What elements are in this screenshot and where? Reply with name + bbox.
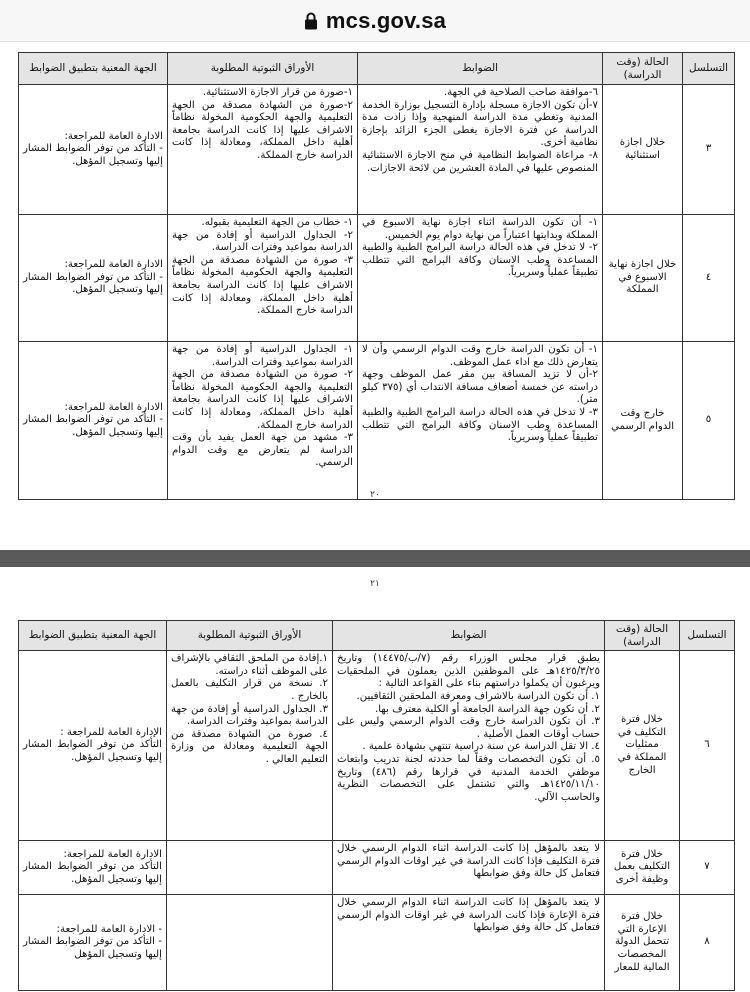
- document-line: ٣. الجداول الدراسية أو إفادة من جهة الدراسة بمواعيد وفترات الدراسة.: [171, 703, 328, 728]
- authority-line: - التأكد من توفر الضوابط المشار إليها وتسجيل المؤهل.: [23, 271, 163, 296]
- rule-line: لا يتعد بالمؤهل إذا كانت الدراسة اثناء الدوام الرسمي خلال فترة الإعارة فإذا كانت الدراسة في غير اوقات الدوام الرسمي فتعامل كل حالة وفق ضوابطها: [337, 897, 600, 934]
- table-row: [19, 342, 735, 500]
- row-documents: [167, 651, 333, 841]
- rule-line: ٨- مراعاة الضوابط النظامية في منح الاجازة الاستثنائية المنصوص عليها في المادة العشرين من لائحة الاجازات.: [362, 149, 598, 174]
- document-line: ٢- صورة من الشهادة مصدقة من الجهة التعليمية والجهة الحكومية المخولة نظاماً الاشراف عليها إذا كانت الدراسة بجامعة أهلية داخل المملكة، ومعادلة إذا كانت الدراسة خارج المملكة.: [172, 369, 353, 431]
- row-serial: ٨: [680, 895, 735, 991]
- rule-line: لا يتعد بالمؤهل إذا كانت الدراسة اثناء الدوام الرسمي خلال فترة التكليف فإذا كانت الدراسة في غير اوقات الدوام الرسمي فتعامل كل حالة وفق ضوابطها: [337, 843, 600, 880]
- row-documents: [168, 342, 358, 500]
- row-rules: [333, 841, 605, 895]
- row-documents: [168, 85, 358, 215]
- table-row: [19, 841, 735, 895]
- rule-line: ١- أن تكون الدراسة خارج وقت الدوام الرسمي وأن لا يتعارض ذلك مع اداء عمل الموظف.: [362, 344, 598, 368]
- authority-line: - التأكد من توفر الضوابط المشار إليها وتسجيل المؤهل.: [23, 143, 163, 167]
- rule-line: ٢-أن لا تزيد المسافة بين مقر عمل الموظف وجهة دراسته عن خمسة أضعاف مسافة الانتداب أي (٣٧٥ كيلو متر).: [362, 369, 598, 406]
- row-serial: ٧: [680, 841, 735, 895]
- rule-line: ٢- لا تدخل في هذه الحالة دراسة البرامج الطبية والطبية المساعدة وطب الاسنان وكافة البرامج التي تتطلب تطبيقاً عملياً وسريرياً.: [362, 242, 598, 279]
- rule-line: ٤. الا تقل الدراسة عن سنة دراسية تنتهي بشهادة علمية .: [362, 741, 600, 753]
- row-authority: [19, 841, 167, 895]
- page-separator: [0, 550, 750, 567]
- row-documents: [167, 841, 333, 895]
- page-number: ٢١: [370, 579, 380, 589]
- header-rules: الضوابط: [333, 621, 605, 651]
- row-authority: [19, 85, 168, 215]
- row-serial: ٤: [683, 215, 735, 342]
- header-serial: التسلسل: [680, 621, 735, 651]
- document-line: ٣- صورة من الشهادة مصدقة من الجهة التعليمية والجهة الحكومية المخولة نظاماً الاشراف عليها إذا كانت الدراسة بجامعة أهلية داخل المملكة، ومعادلة إذا كانت الدراسة خارج المملكة.: [172, 254, 353, 317]
- row-rules: [358, 85, 603, 215]
- site-domain: mcs.gov.sa: [325, 7, 447, 33]
- authority-line: الادارة العامة للمراجعة:: [64, 401, 163, 413]
- header-serial: التسلسل: [683, 53, 735, 85]
- row-documents: [167, 895, 333, 991]
- row-rules: [358, 215, 603, 342]
- header-documents: الأوراق الثبوتية المطلوبة: [168, 53, 358, 85]
- browser-address-bar[interactable]: [0, 0, 750, 42]
- lock-icon: [304, 12, 318, 30]
- row-documents: [168, 215, 358, 342]
- row-authority: [19, 651, 167, 841]
- rules-table-top: [18, 52, 735, 500]
- document-page-bottom: [0, 567, 750, 992]
- document-line: ٢. نسخة من قرار التكليف بالعمل بالخارج .: [171, 678, 328, 702]
- row-authority: [19, 895, 167, 991]
- authority-line: الادارة العامة للمراجعة:: [64, 259, 163, 271]
- row-rules: [333, 651, 605, 841]
- rule-line: ٧-أن تكون الاجازة مسجلة بإدارة التسجيل بوزارة الخدمة المدنية وتغطي مدة الدراسة المنهجية وإذا زادت مدة الدراسة عن فترة الاجازة يغطى الجزء الزائد بإجازة نظامية أخرى.: [362, 99, 598, 149]
- document-line: ٤. صورة من الشهادة مصدقة من الجهة التعليمية ومعادلة من وزارة التعليم العالي .: [171, 728, 328, 765]
- row-serial: ٣: [683, 85, 735, 215]
- authority-line: - التأكد من توفر الضوابط المشار إليها وتسجيل المؤهل: [23, 936, 162, 960]
- row-case: خلال اجازة استثنائية: [603, 85, 683, 215]
- table-row: [19, 651, 735, 841]
- row-serial: ٦: [680, 651, 735, 841]
- rule-line: ١. أن تكون الدراسة بالاشراف ومعرفة الملحقين الثقافيين.: [356, 690, 600, 702]
- header-case: الحالة (وقت الدراسة): [603, 53, 683, 85]
- header-rules: الضوابط: [358, 53, 603, 85]
- rule-line: ٦-موافقة صاحب الصلاحية في الجهة.: [443, 87, 598, 98]
- document-line: ١- خطاب من الجهة التعليمية بقبوله.: [201, 217, 353, 228]
- header-documents: الأوراق الثبوتية المطلوبة: [167, 621, 333, 651]
- header-authority: الجهة المعنية بتطبيق الضوابط: [19, 53, 168, 85]
- authority-line: التأكد من توفر الضوابط المشار إليها وتسجيل المؤهل.: [23, 739, 162, 763]
- document-line: ١-صورة من قرار الاجازة الاستثنائية.: [202, 87, 353, 98]
- table-row: [19, 215, 735, 342]
- row-serial: ٥: [683, 342, 735, 500]
- header-case: الحالة (وقت الدراسة): [605, 621, 680, 651]
- row-rules: [358, 342, 603, 500]
- rule-line: ٣- لا تدخل في هذه الحالة دراسة البرامج الطبية والطبية المساعدة وطب الاسنان وكافة البرامج التي تتطلب تطبيقاً عملياً وسريرياً.: [362, 406, 598, 444]
- row-case: خلال اجازة نهاية الاسبوع في المملكة: [603, 215, 683, 342]
- document-page-top: [0, 42, 750, 550]
- rule-line: ٣. أن تكون الدراسة خارج وقت الدوام الرسمي وليس على حساب أوقات العمل الأصلية .: [337, 716, 600, 740]
- rule-line: ٢. أن تكون جهة الدراسة الجامعة أو الكلية معترف بها.: [374, 703, 600, 715]
- header-authority: الجهة المعنية بتطبيق الضوابط: [19, 621, 167, 651]
- rules-table-bottom: [18, 620, 735, 991]
- document-line: ١- الجداول الدراسية أو إفادة من جهة الدراسة بمواعيد وفترات الدراسة.: [172, 344, 353, 368]
- row-authority: [19, 215, 168, 342]
- row-rules: [333, 895, 605, 991]
- rule-line: ١- أن تكون الدراسة اثناء اجازة نهاية الاسبوع في المملكة وبدايتها اعتباراً من نهاية دوام يوم الخميس.: [362, 217, 598, 241]
- rule-line: يطبق قرار مجلس الوزراء رقم (٧/ب/١٤٤٧٥) وتاريخ ١٤٢٥/٣/٢٥هـ على الموظفين الذين يعملون في الملحقيات ويرغبون أن يكملوا دراستهم بناء على القواعد التالية :: [337, 653, 600, 690]
- table-row: [19, 85, 735, 215]
- authority-line: الادارة العامة للمراجعة:: [63, 848, 162, 860]
- row-case: خلال فترة الإعارة التي تتحمل الدولة المخصصات المالية للمعار: [605, 895, 680, 991]
- row-case: خلال فترة التكليف بعمل وظيفة أخرى: [605, 841, 680, 895]
- row-case: خارج وقت الدوام الرسمي: [603, 342, 683, 500]
- document-line: ٢-صورة من الشهادة مصدقة من الجهة التعليمية والجهة الحكومية المخولة نظاماً الاشراف عليها إذا كانت الدراسة بجامعة أهلية داخل المملكة، ومعادلة إذا كانت الدراسة خارج المملكة.: [172, 99, 353, 161]
- authority-line: - التأكد من توفر الضوابط المشار إليها وتسجيل المؤهل.: [23, 414, 163, 438]
- authority-line: - الادارة العامة للمراجعة:: [56, 923, 162, 935]
- rule-line: ٥. أن تكون التخصصات وفقاً لما حددته لجنة تدريب وابتعاث موظفي الخدمة المدنية في قرارها رقم (٤٨٦) وتاريخ ١٤٢٥/١١/١٠هـ والتي تشتمل على التخصصات النظرية والحاسب الآلي.: [337, 753, 600, 803]
- document-line: ٣- مشهد من جهة العمل يفيد بأن وقت الدراسة لم يتعارض مع وقت الدوام الرسمي.: [172, 432, 353, 469]
- authority-line: التأكد من توفر الضوابط المشار إليها وتسجيل المؤهل.: [23, 861, 162, 885]
- row-authority: [19, 342, 168, 500]
- authority-line: الادارة العامة للمراجعة:: [64, 130, 163, 142]
- document-line: ٢- الجداول الدراسية أو إفادة من جهة الدراسة بمواعيد وفترات الدراسة.: [172, 229, 353, 254]
- table-row: [19, 895, 735, 991]
- authority-line: الإدارة العامة للمراجعة :: [60, 726, 162, 738]
- page-number: ٢٠: [370, 490, 380, 500]
- row-case: خلال فترة التكليف في ممثليات المملكة في الخارج: [605, 651, 680, 841]
- document-line: ١.إفادة من الملحق الثقافي بالإشراف على الموظف أثناء دراسته.: [171, 653, 328, 677]
